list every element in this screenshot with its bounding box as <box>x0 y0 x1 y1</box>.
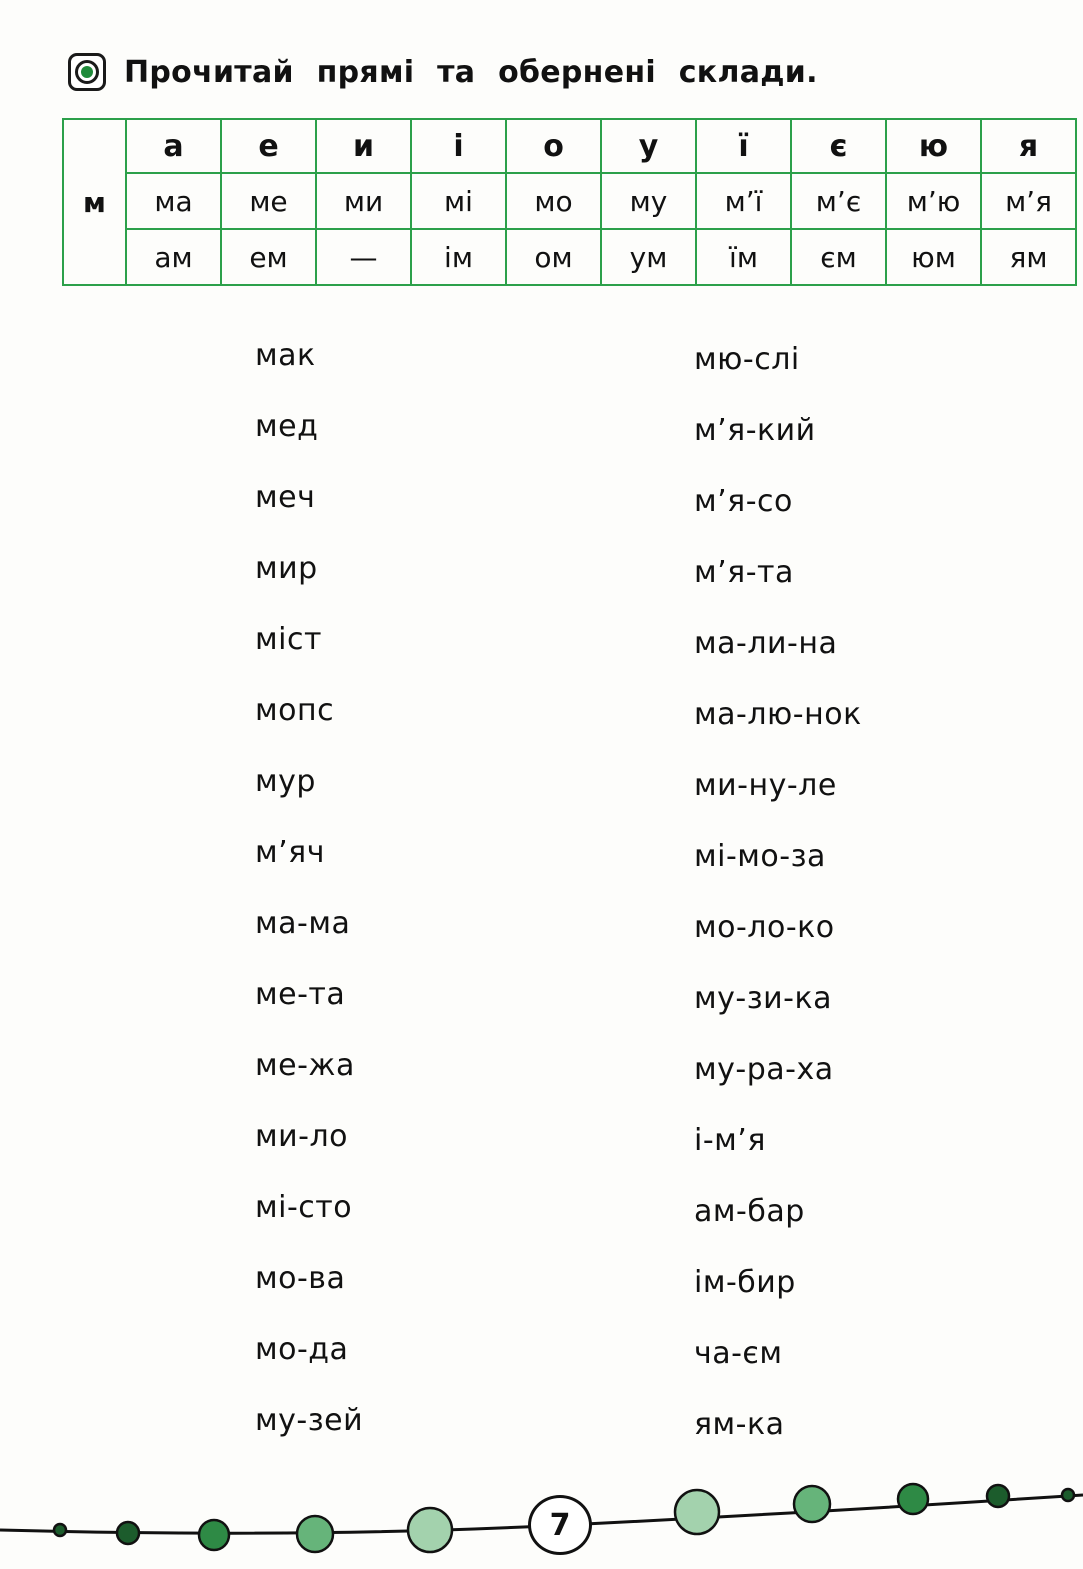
bead <box>54 1524 66 1536</box>
word-item: мі-мо-за <box>694 839 826 874</box>
reverse-syllable-cell: ом <box>506 229 601 285</box>
reverse-syllable-cell: єм <box>791 229 886 285</box>
reverse-syllable-cell: ем <box>221 229 316 285</box>
word-item: і-м’я <box>694 1123 766 1158</box>
vowel-cell: і <box>411 119 506 173</box>
word-item: мо-ло-ко <box>694 910 835 945</box>
forward-syllable-cell: м’я <box>981 173 1076 229</box>
word-item: мо-да <box>255 1332 349 1367</box>
bead <box>898 1484 928 1514</box>
reverse-syllable-cell: ум <box>601 229 696 285</box>
word-item: мі-сто <box>255 1190 353 1225</box>
vowel-cell: о <box>506 119 601 173</box>
word-item: му-ра-ха <box>694 1052 834 1087</box>
reverse-syllable-cell: ам <box>126 229 221 285</box>
word-item: му-зей <box>255 1403 364 1438</box>
bead <box>117 1522 139 1544</box>
vowel-cell: е <box>221 119 316 173</box>
word-item: ма-ма <box>255 906 351 941</box>
word-item: мир <box>255 551 318 586</box>
forward-syllable-cell: м’є <box>791 173 886 229</box>
word-item: мю-слі <box>694 342 800 377</box>
word-item: мопс <box>255 693 335 728</box>
bead <box>408 1508 452 1552</box>
word-item: мо-ва <box>255 1261 346 1296</box>
word-item: мур <box>255 764 316 799</box>
bead <box>794 1486 830 1522</box>
bead <box>987 1485 1009 1507</box>
vowel-cell: ю <box>886 119 981 173</box>
task-title: Прочитай прямі та обернені склади. <box>124 54 818 90</box>
forward-syllable-cell: мо <box>506 173 601 229</box>
bead <box>199 1520 229 1550</box>
word-item: ме-жа <box>255 1048 355 1083</box>
bead <box>675 1490 719 1534</box>
word-item: ма-ли-на <box>694 626 838 661</box>
vowel-cell: у <box>601 119 696 173</box>
word-item: ям-ка <box>694 1407 785 1442</box>
word-item: мак <box>255 338 316 373</box>
word-item: м’яч <box>255 835 325 870</box>
vowel-cell: ї <box>696 119 791 173</box>
bead <box>297 1516 333 1552</box>
vowel-cell: а <box>126 119 221 173</box>
reverse-syllable-cell: ям <box>981 229 1076 285</box>
word-item: меч <box>255 480 316 515</box>
bead <box>1062 1489 1074 1501</box>
word-item: ми-ну-ле <box>694 768 837 803</box>
forward-syllable-cell: м’ю <box>886 173 981 229</box>
vowel-cell: и <box>316 119 411 173</box>
word-item: мед <box>255 409 319 444</box>
reverse-syllable-cell: ім <box>411 229 506 285</box>
word-item: м’я-со <box>694 484 793 519</box>
word-item: міст <box>255 622 322 657</box>
page-number: 7 <box>528 1495 592 1555</box>
reverse-syllable-cell: — <box>316 229 411 285</box>
vowel-cell: є <box>791 119 886 173</box>
word-item: му-зи-ка <box>694 981 832 1016</box>
forward-syllable-cell: му <box>601 173 696 229</box>
reverse-syllable-cell: юм <box>886 229 981 285</box>
word-item: ам-бар <box>694 1194 805 1229</box>
word-item: ми-ло <box>255 1119 348 1154</box>
word-item: м’я-кий <box>694 413 816 448</box>
reverse-syllable-cell: їм <box>696 229 791 285</box>
forward-syllable-cell: мі <box>411 173 506 229</box>
word-item: ім-бир <box>694 1265 796 1300</box>
forward-syllable-cell: ми <box>316 173 411 229</box>
forward-syllable-cell: м’ї <box>696 173 791 229</box>
consonant-cell: м <box>63 119 126 285</box>
forward-syllable-cell: ме <box>221 173 316 229</box>
word-item: ма-лю-нок <box>694 697 862 732</box>
forward-syllable-cell: ма <box>126 173 221 229</box>
word-item: ча-єм <box>694 1336 783 1371</box>
word-item: ме-та <box>255 977 346 1012</box>
vowel-cell: я <box>981 119 1076 173</box>
word-item: м’я-та <box>694 555 794 590</box>
